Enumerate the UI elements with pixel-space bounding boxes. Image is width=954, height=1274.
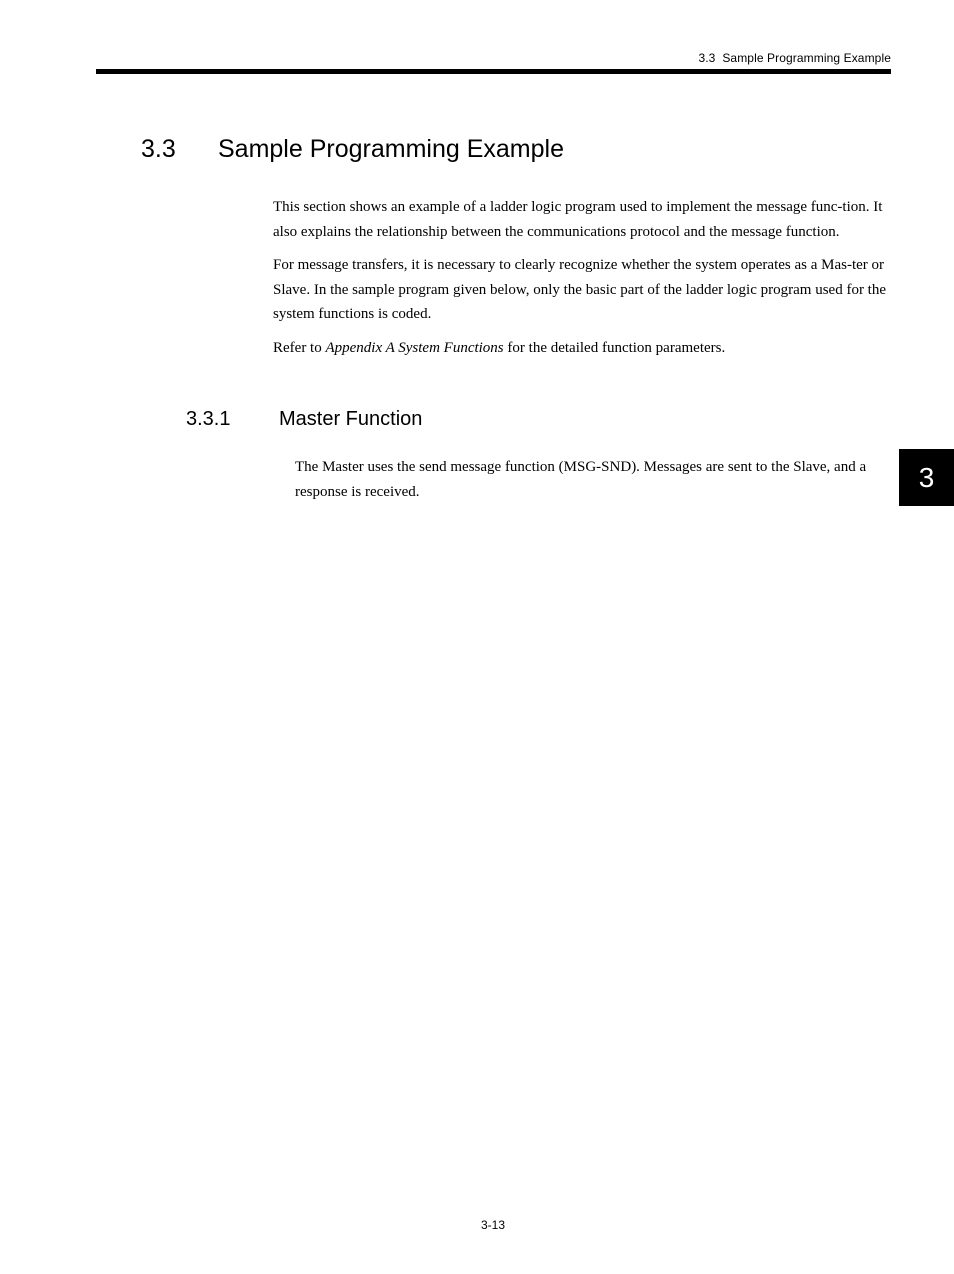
- paragraph-refer: [273, 336, 893, 361]
- paragraph-master-slave: For message transfers, it is necessary to clearly recognize whether the system operates as a Mas-ter or Slave. In the sample program given below, only the basic part of the ladder logic program used for the system functions is coded.: [273, 257, 887, 322]
- subsection-number: 3.3.1: [186, 408, 231, 430]
- paragraph-master-function: The Master uses the send message function (MSG-SND). Messages are sent to the Slave, and a response is received.: [295, 459, 867, 500]
- section-body: [273, 195, 893, 360]
- refer-prefix: Refer to: [273, 339, 326, 356]
- paragraph-intro: This section shows an example of a ladder logic program used to implement the message func-tion. It also explains the relationship between the communications protocol and the message function.: [273, 199, 883, 240]
- subsection-heading: [186, 406, 422, 432]
- section-title: Sample Programming Example: [218, 135, 564, 163]
- running-header: 3.3 Sample Programming Example: [698, 51, 891, 65]
- appendix-reference: Appendix A System Functions: [325, 339, 504, 356]
- chapter-tab: 3: [899, 449, 954, 506]
- subsection-body: [295, 455, 893, 504]
- page-number: 3-13: [480, 1218, 506, 1232]
- header-rule: [96, 69, 891, 74]
- section-heading: [141, 133, 564, 165]
- section-number: 3.3: [141, 135, 176, 163]
- subsection-title: Master Function: [279, 408, 423, 430]
- refer-suffix: for the detailed function parameters.: [503, 339, 726, 356]
